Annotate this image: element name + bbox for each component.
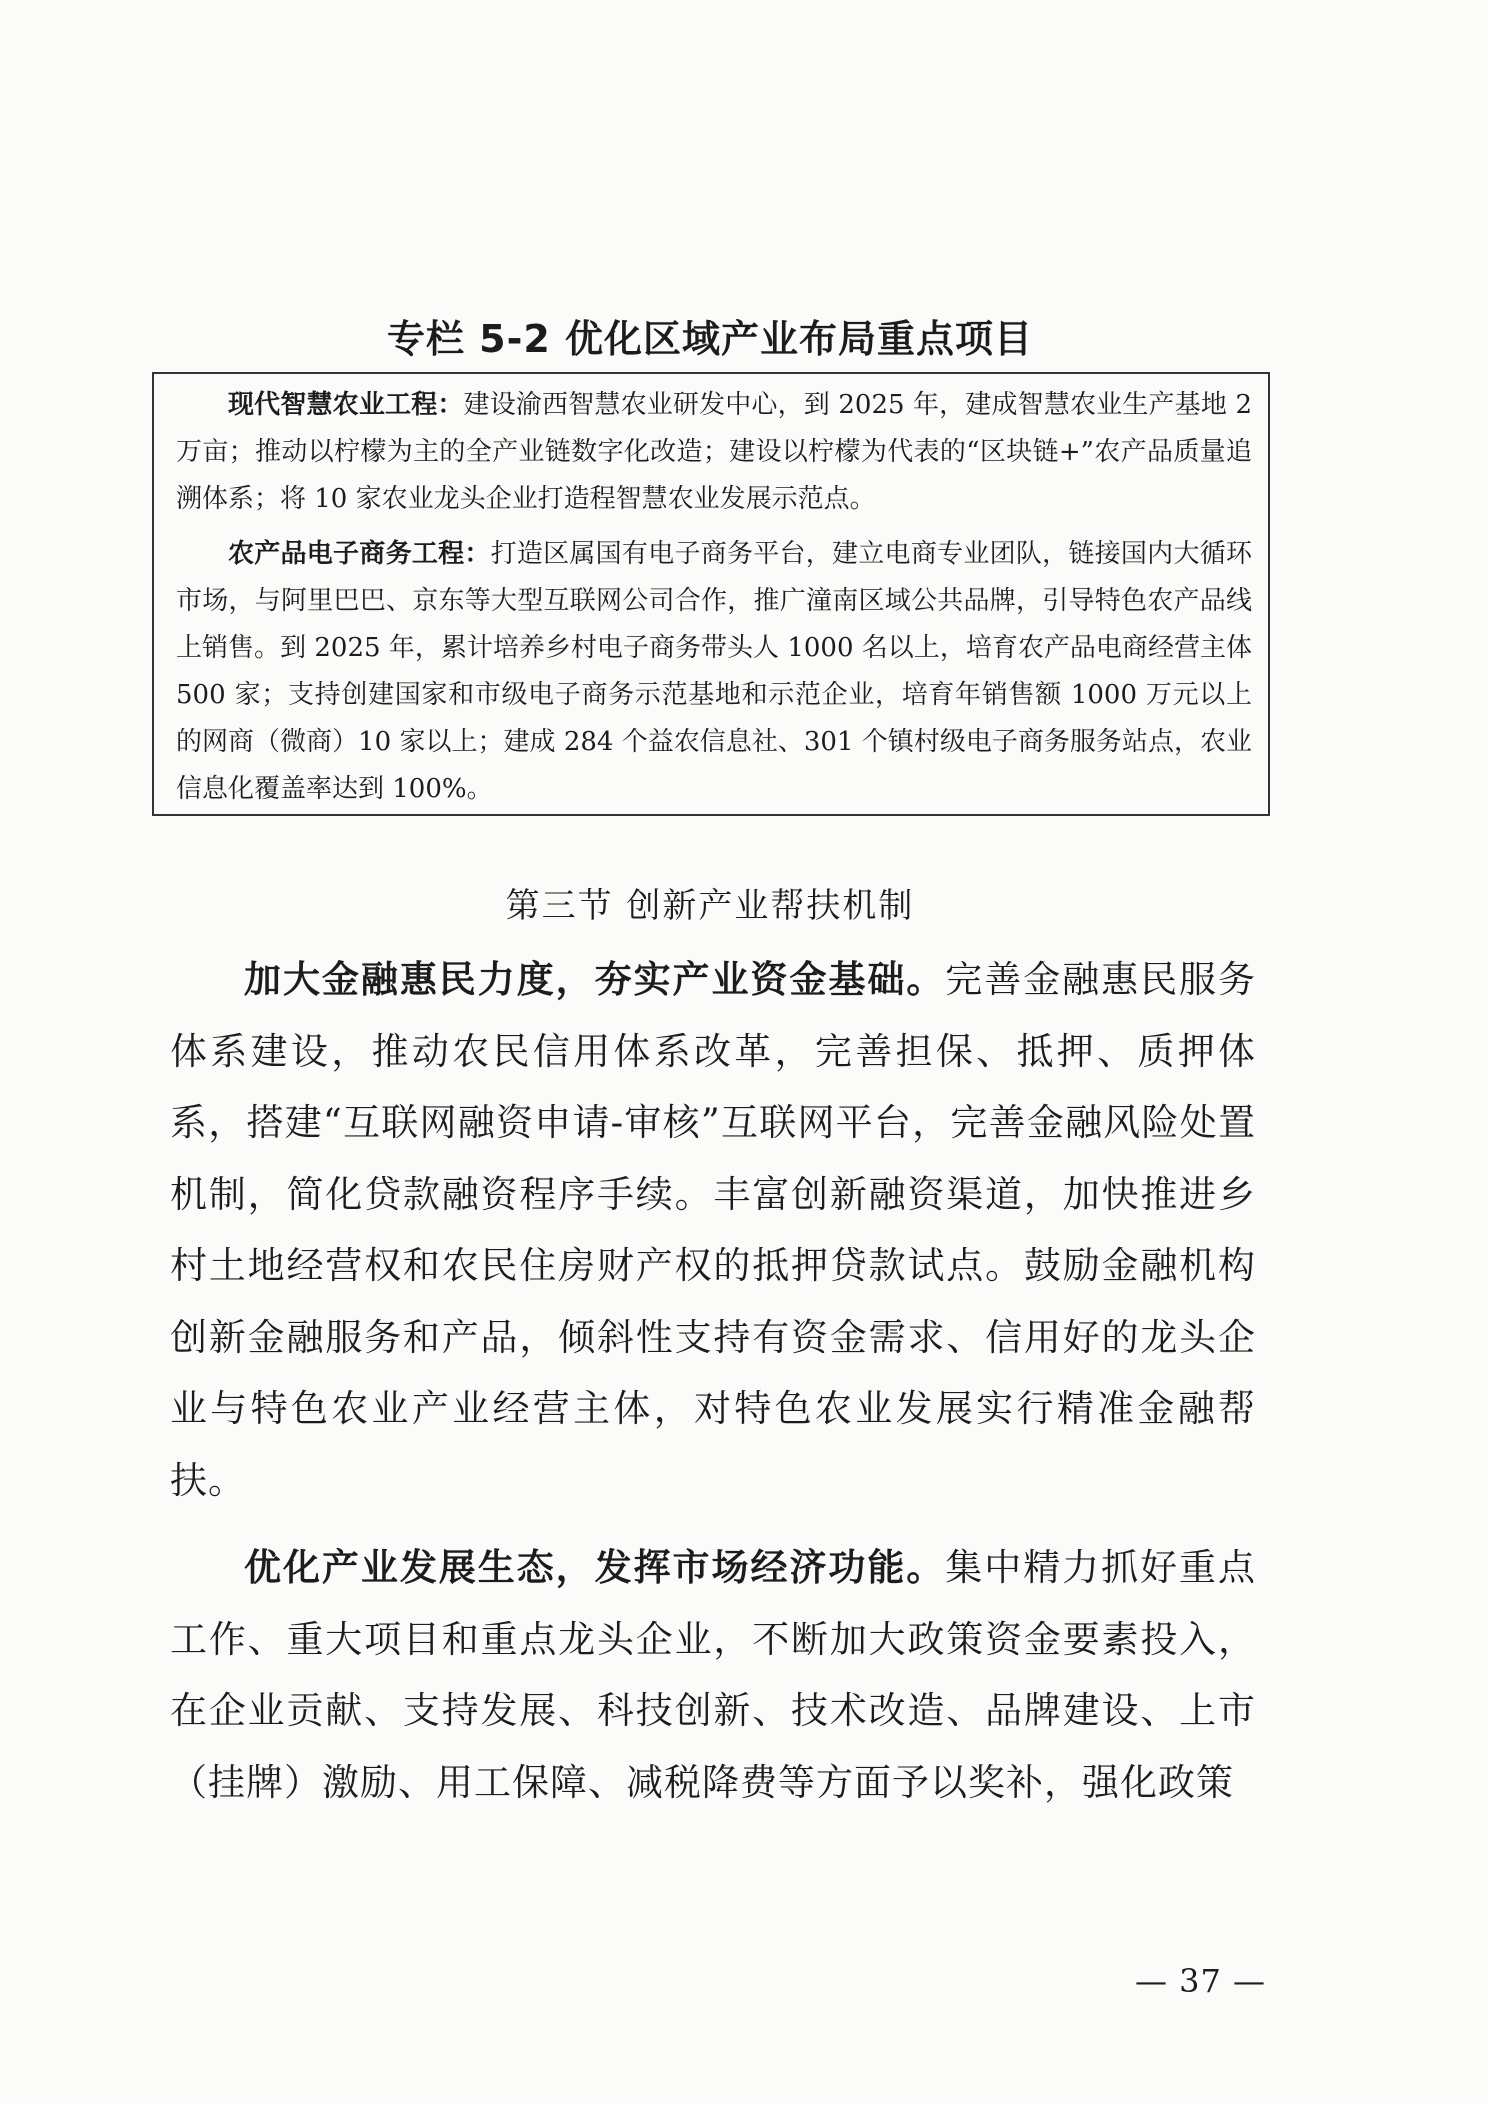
paragraph-lead: 加大金融惠民力度，夯实产业资金基础。: [244, 958, 946, 1001]
body-paragraph-ecology: [170, 1532, 1256, 1818]
project-box: [152, 372, 1270, 816]
box-item-lead: 农产品电子商务工程：: [228, 539, 491, 569]
box-item-lead: 现代智慧农业工程：: [228, 390, 464, 420]
box-item-text: 打造区属国有电子商务平台，建立电商专业团队，链接国内大循环市场，与阿里巴巴、京东等大型互联网公司合作，推广潼南区域公共品牌，引导特色农产品线上销售。到 2025 年，累计培养乡村电子商务带头人 1000 名以上，培育农产品电商经营主体 500 家；支持创建国家和市级电子商务示范基地和示范企业，培育年销售额 1000 万元以上的网商（微商）10 家以上；建成 284 个益农信息社、301 个镇村级电子商务服务站点，农业信息化覆盖率达到 100%。: [176, 539, 1252, 804]
paragraph-lead: 优化产业发展生态，发挥市场经济功能。: [244, 1546, 946, 1589]
paragraph-text: 集中精力抓好重点工作、重大项目和重点龙头企业，不断加大政策资金要素投入，在企业贡献、支持发展、科技创新、技术改造、品牌建设、上市（挂牌）激励、用工保障、减税降费等方面予以奖补，强化政策: [170, 1546, 1257, 1804]
box-item-ecommerce: [176, 531, 1252, 813]
box-title: 专栏 5-2 优化区域产业布局重点项目: [386, 317, 1034, 361]
body-paragraph-finance: [170, 944, 1256, 1516]
box-item-text: 建设渝西智慧农业研发中心，到 2025 年，建成智慧农业生产基地 2 万亩；推动以柠檬为主的全产业链数字化改造；建设以柠檬为代表的“区块链+”农产品质量追溯体系；将 10 家农业龙头企业打造程智慧农业发展示范点。: [176, 390, 1252, 514]
section-heading: 第三节 创新产业帮扶机制: [505, 886, 915, 926]
page-number: — 37 —: [1134, 1962, 1266, 2000]
paragraph-text: 完善金融惠民服务体系建设，推动农民信用体系改革，完善担保、抵押、质押体系，搭建“互联网融资申请-审核”互联网平台，完善金融风险处置机制，简化贷款融资程序手续。丰富创新融资渠道，加快推进乡村土地经营权和农民住房财产权的抵押贷款试点。鼓励金融机构创新金融服务和产品，倾斜性支持有资金需求、信用好的龙头企业与特色农业产业经营主体，对特色农业发展实行精准金融帮扶。: [170, 958, 1257, 1502]
box-item-smart-agriculture: [176, 382, 1252, 523]
